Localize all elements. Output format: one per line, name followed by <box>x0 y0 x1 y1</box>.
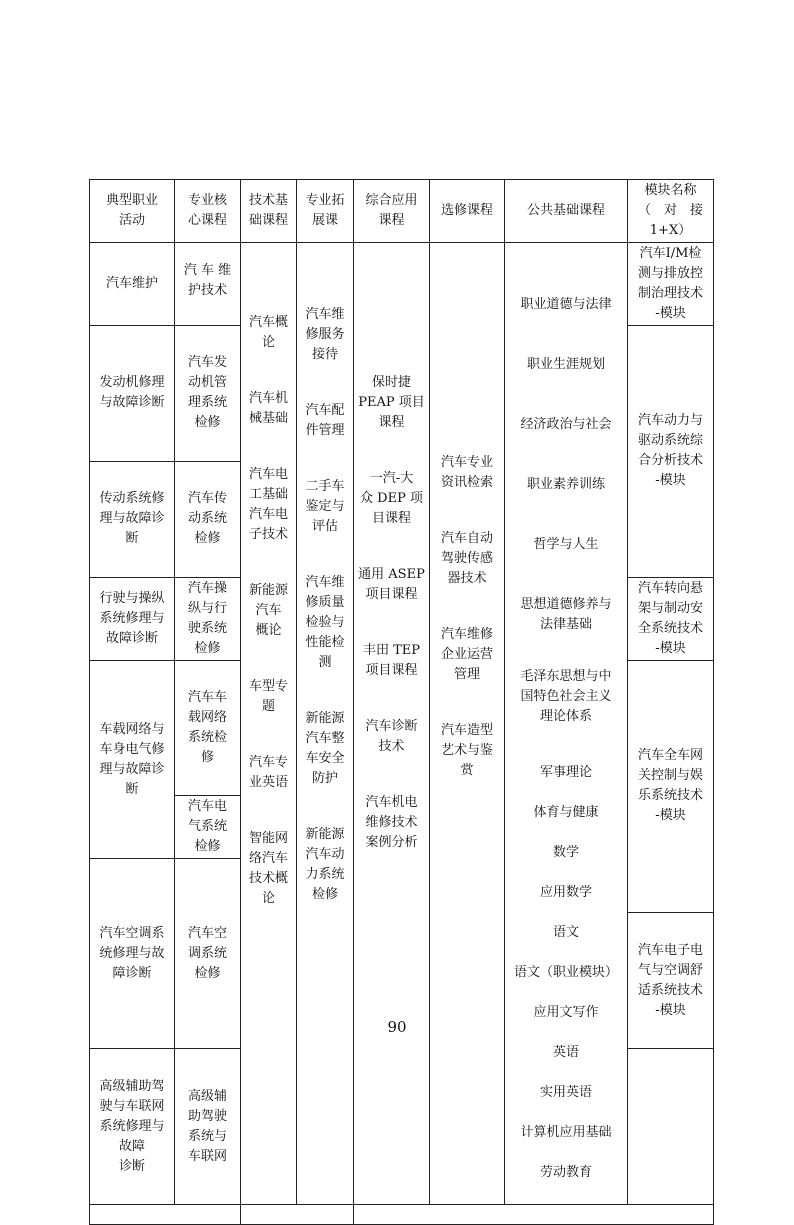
activity-cell: 高级辅助驾 驶与车联网 系统修理与 故障 诊断 <box>90 1049 175 1205</box>
list-item: 计算机应用基础 <box>520 1125 612 1140</box>
core-course-cell: 高级辅 助驾驶 系统与 车联网 <box>175 1049 241 1205</box>
list-item: 汽车自动 驾驶传感 器技术 <box>440 531 493 586</box>
activity-cell: 发动机修理 与故障诊断 <box>90 326 175 462</box>
list-item: 通用 ASEP 项目课程 <box>358 567 425 602</box>
core-course-cell: 汽车操 纵与行 驶系统 检修 <box>175 577 241 660</box>
list-item: 汽车造型 艺术与鉴 赏 <box>440 723 493 778</box>
electives-cell <box>430 243 505 1205</box>
module-cell: 汽车I/M检 测与排放控 制治理技术 -模块 <box>628 243 714 326</box>
header-cell: 专业核 心课程 <box>175 180 241 243</box>
list-item: 劳动教育 <box>539 1165 592 1180</box>
list-item: 毛泽东思想与中 国特色社会主义 理论体系 <box>520 669 612 724</box>
module-cell: 汽车全车网 关控制与娱 乐系统技术 -模块 <box>628 660 714 913</box>
header-cell: 综合应用 课程 <box>354 180 430 243</box>
list-item: 哲学与人生 <box>533 537 599 552</box>
list-item: 职业道德与法律 <box>520 297 612 312</box>
header-cell: 专业拓 展课 <box>297 180 354 243</box>
list-item: 汽车维 修服务 接待 <box>305 307 345 362</box>
list-item: 二手车 鉴定与 评估 <box>305 479 345 534</box>
module-cell: 汽车电子电 气与空调舒 适系统技术 -模块 <box>628 913 714 1049</box>
activity-cell: 汽车维护 <box>90 243 175 326</box>
list-item: 智能网 络汽车 技术概 论 <box>248 831 288 906</box>
list-item: 丰田 TEP 项目课程 <box>362 643 421 678</box>
core-course-cell: 汽车车 载网络 系统检 修 <box>175 660 241 796</box>
list-item: 语文 <box>552 925 579 940</box>
list-item: 保时捷 PEAP 项目 课程 <box>358 375 425 430</box>
list-item: 汽车专业 资讯检索 <box>440 455 493 490</box>
activity-cell: 汽车空调系 统修理与故 障诊断 <box>90 859 175 1049</box>
table-row <box>90 243 714 285</box>
empty-cell <box>354 1205 714 1225</box>
core-course-cell: 汽车传 动系统 检修 <box>175 461 241 577</box>
list-item: 体育与健康 <box>533 805 599 820</box>
tech-basics-cell <box>241 243 297 1205</box>
list-item: 军事理论 <box>539 765 592 780</box>
list-item: 汽车配 件管理 <box>305 403 345 438</box>
list-item: 新能源 汽车动 力系统 检修 <box>305 827 345 902</box>
core-course-cell: 汽车电 气系统 检修 <box>175 796 241 859</box>
list-item: 汽车概 论 <box>248 315 288 350</box>
activity-cell: 传动系统修 理与故障诊 断 <box>90 461 175 577</box>
list-item: 英语 <box>552 1045 579 1060</box>
list-item: 汽车机电 维修技术 案例分析 <box>365 795 418 850</box>
empty-cell <box>90 1205 241 1225</box>
public-basics-cell <box>505 243 628 1205</box>
list-item: 应用数学 <box>539 885 592 900</box>
header-cell: 技术基 础课程 <box>241 180 297 243</box>
comprehensive-cell <box>354 243 430 1205</box>
list-item: 职业生涯规划 <box>526 357 605 372</box>
core-course-cell: 汽车空 调系统 检修 <box>175 859 241 1049</box>
page-number: 90 <box>387 1018 407 1036</box>
curriculum-table <box>89 179 714 1225</box>
list-item: 语文（职业模块） <box>513 965 618 980</box>
list-item: 应用文写作 <box>533 1005 599 1020</box>
list-item: 思想道德修养与 法律基础 <box>520 597 612 632</box>
list-item: 数学 <box>552 845 579 860</box>
list-item: 汽车专 业英语 <box>248 755 288 790</box>
list-item: 实用英语 <box>539 1085 592 1100</box>
module-cell: 汽车转向悬 架与制动安 全系统技术 -模块 <box>628 577 714 660</box>
header-cell: 选修课程 <box>430 180 505 243</box>
list-item: 新能源 汽车整 车安全 防护 <box>305 711 345 786</box>
activity-cell: 车载网络与 车身电气修 理与故障诊 断 <box>90 660 175 859</box>
module-cell: 汽车动力与 驱动系统综 合分析技术 -模块 <box>628 326 714 578</box>
header-cell: 典型职业 活动 <box>90 180 175 243</box>
list-item: 汽车维 修质量 检验与 性能检 测 <box>305 575 345 670</box>
header-cell: 公共基础课程 <box>505 180 628 243</box>
list-item: 车型专 题 <box>248 679 288 714</box>
extension-cell <box>297 243 354 1205</box>
list-item: 汽车诊断 技术 <box>365 719 418 754</box>
list-item: 汽车电 工基础 汽车电 子技术 <box>248 467 288 542</box>
list-item: 一汽-大 众 DEP 项 目课程 <box>360 471 423 526</box>
core-course-cell: 汽 车 维 护技术 <box>175 243 241 326</box>
activity-cell: 行驶与操纵 系统修理与 故障诊断 <box>90 577 175 660</box>
list-item: 汽车维修 企业运营 管理 <box>440 627 493 682</box>
module-cell <box>628 1049 714 1205</box>
empty-cell <box>241 1205 354 1225</box>
list-item: 经济政治与社会 <box>520 417 612 432</box>
list-item: 职业素养训练 <box>526 477 605 492</box>
header-row <box>90 180 714 243</box>
list-item: 新能源 汽车 概论 <box>248 583 288 638</box>
header-cell: 模块名称 （ 对 接 1+X） <box>628 180 714 243</box>
table-row-empty <box>90 1205 714 1225</box>
core-course-cell: 汽车发 动机管 理系统 检修 <box>175 326 241 462</box>
list-item: 汽车机 械基础 <box>248 391 288 426</box>
